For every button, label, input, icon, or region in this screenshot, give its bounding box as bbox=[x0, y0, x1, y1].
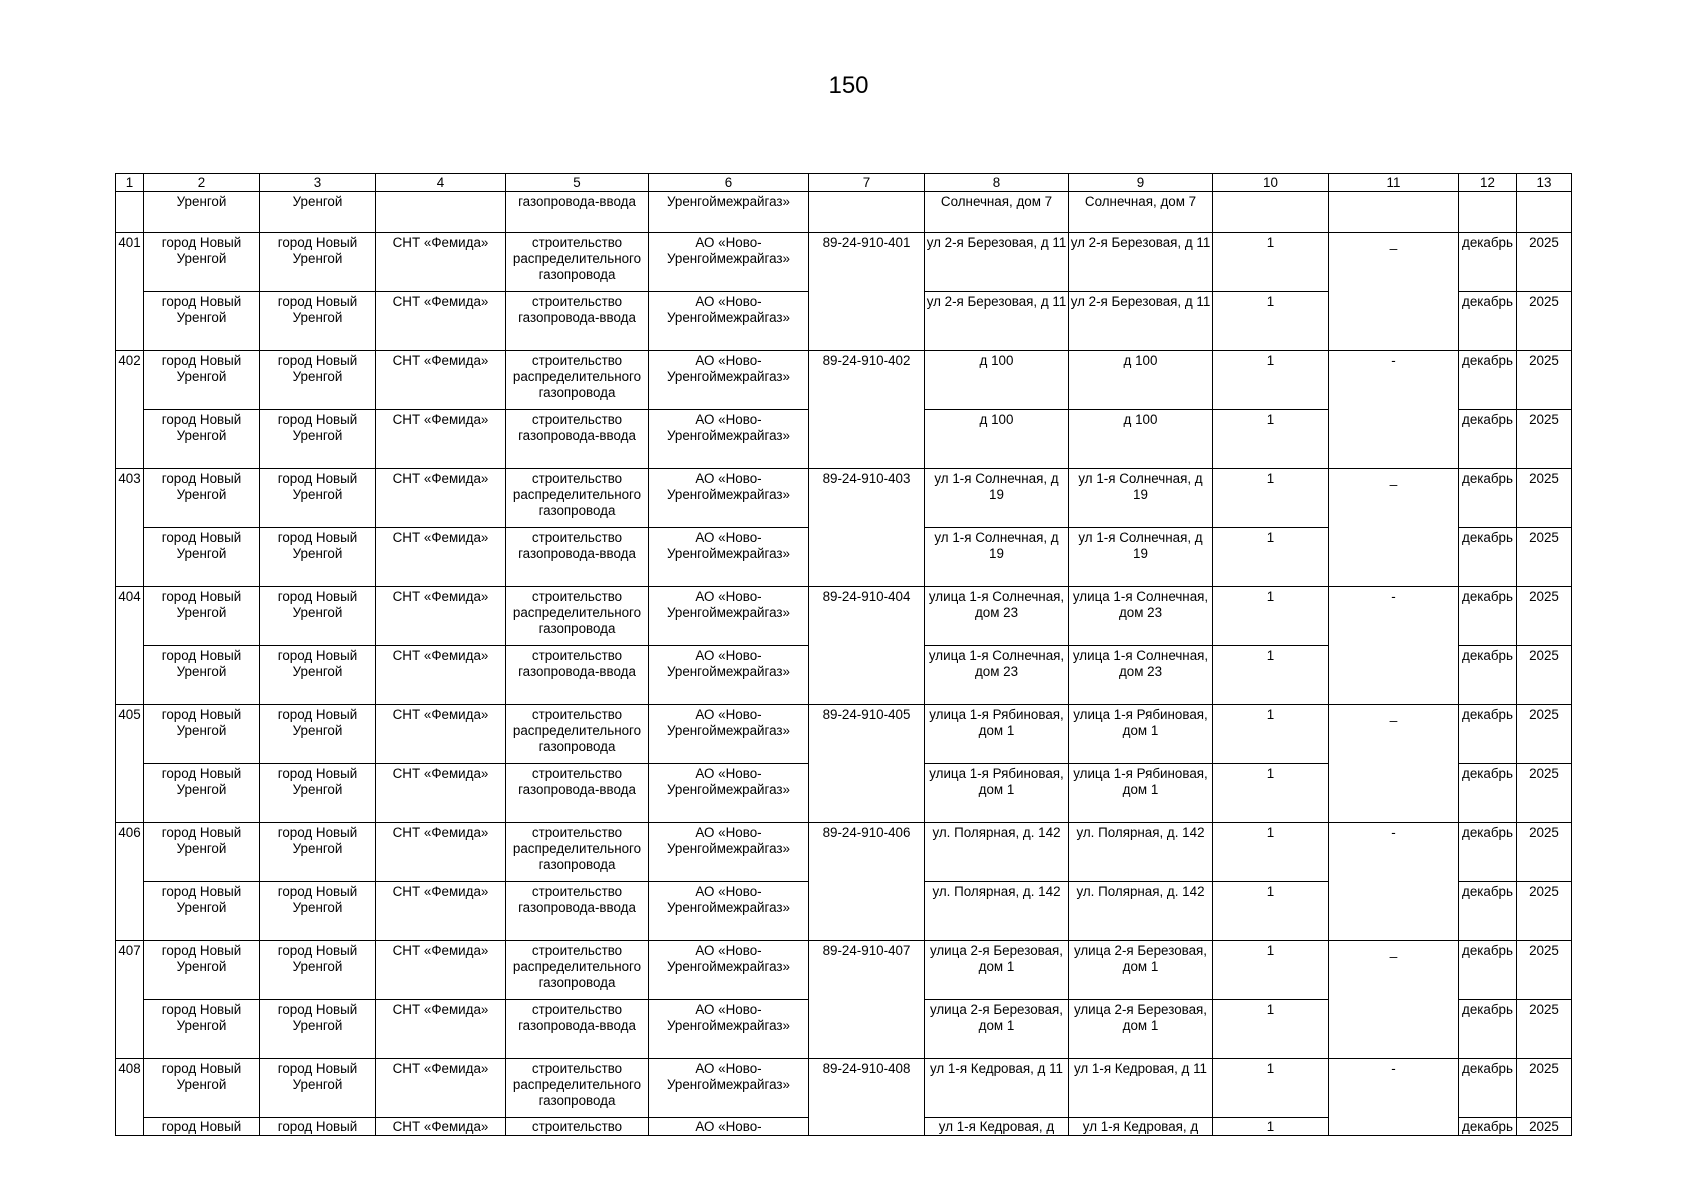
cell-year: 2025 bbox=[1517, 646, 1572, 705]
cell-address-start: улица 2-я Березовая, дом 1 bbox=[925, 941, 1069, 1000]
cell-organization: АО «Ново-Уренгоймежрайгаз» bbox=[649, 705, 809, 764]
cell-year: 2025 bbox=[1517, 587, 1572, 646]
cell-object-name: СНТ «Фемида» bbox=[376, 469, 506, 528]
cell-month: декабрь bbox=[1459, 292, 1517, 351]
cell-work-type: строительство распределительного газопровода bbox=[506, 1059, 649, 1118]
cell-num: 408 bbox=[116, 1059, 144, 1136]
cell-quantity: 1 bbox=[1213, 941, 1329, 1000]
cell-address-start: д 100 bbox=[925, 351, 1069, 410]
cell-address-end: ул 1-я Кедровая, д bbox=[1069, 1118, 1213, 1136]
cell-month: декабрь bbox=[1459, 882, 1517, 941]
table-row bbox=[116, 823, 1572, 882]
cell-address-start: улица 1-я Солнечная, дом 23 bbox=[925, 646, 1069, 705]
cell-settlement: город Новый Уренгой bbox=[260, 1000, 376, 1059]
cell-municipality: город Новый Уренгой bbox=[144, 764, 260, 823]
cell-settlement: город Новый Уренгой bbox=[260, 351, 376, 410]
cell-month: декабрь bbox=[1459, 351, 1517, 410]
column-header-6: 6 bbox=[649, 174, 809, 192]
cell-num: 405 bbox=[116, 705, 144, 823]
cell-organization: АО «Ново-Уренгоймежрайгаз» bbox=[649, 233, 809, 292]
cell-year: 2025 bbox=[1517, 882, 1572, 941]
cell-municipality: город Новый Уренгой bbox=[144, 351, 260, 410]
cell-work-type: строительство газопровода-ввода bbox=[506, 764, 649, 823]
cell-year bbox=[1517, 192, 1572, 233]
cell-num bbox=[116, 192, 144, 233]
cell-month: декабрь bbox=[1459, 764, 1517, 823]
cell-work-type: строительство газопровода-ввода bbox=[506, 410, 649, 469]
cell-col11: _ bbox=[1329, 705, 1459, 823]
table-row bbox=[116, 705, 1572, 764]
cell-address-start: улица 1-я Рябиновая, дом 1 bbox=[925, 705, 1069, 764]
cell-quantity: 1 bbox=[1213, 1118, 1329, 1136]
cell-address-end: улица 1-я Солнечная, дом 23 bbox=[1069, 587, 1213, 646]
table-row bbox=[116, 941, 1572, 1000]
cell-object-name: СНТ «Фемида» bbox=[376, 410, 506, 469]
cell-year: 2025 bbox=[1517, 1000, 1572, 1059]
cell-work-type: строительство распределительного газопровода bbox=[506, 469, 649, 528]
column-number-row bbox=[116, 174, 1572, 192]
cell-num: 402 bbox=[116, 351, 144, 469]
cell-code: 89-24-910-401 bbox=[809, 233, 925, 351]
column-header-9: 9 bbox=[1069, 174, 1213, 192]
cell-month: декабрь bbox=[1459, 528, 1517, 587]
column-header-8: 8 bbox=[925, 174, 1069, 192]
cell-work-type: строительство bbox=[506, 1118, 649, 1136]
cell-year: 2025 bbox=[1517, 1118, 1572, 1136]
cell-settlement: город Новый Уренгой bbox=[260, 528, 376, 587]
cell-address-end: улица 1-я Рябиновая, дом 1 bbox=[1069, 705, 1213, 764]
cell-settlement: город Новый Уренгой bbox=[260, 1059, 376, 1118]
cell-organization: АО «Ново-Уренгоймежрайгаз» bbox=[649, 469, 809, 528]
cell-col11: _ bbox=[1329, 469, 1459, 587]
cell-organization: АО «Ново-Уренгоймежрайгаз» bbox=[649, 1000, 809, 1059]
cell-num: 404 bbox=[116, 587, 144, 705]
cell-month: декабрь bbox=[1459, 941, 1517, 1000]
cell-work-type: газопровода-ввода bbox=[506, 192, 649, 233]
cell-quantity: 1 bbox=[1213, 1059, 1329, 1118]
cell-settlement: город Новый Уренгой bbox=[260, 823, 376, 882]
cell-address-start: д 100 bbox=[925, 410, 1069, 469]
cell-work-type: строительство распределительного газопровода bbox=[506, 705, 649, 764]
cell-address-end: улица 2-я Березовая, дом 1 bbox=[1069, 1000, 1213, 1059]
cell-address-start: ул 1-я Кедровая, д 11 bbox=[925, 1059, 1069, 1118]
cell-month: декабрь bbox=[1459, 469, 1517, 528]
cell-num: 406 bbox=[116, 823, 144, 941]
cell-settlement: город Новый Уренгой bbox=[260, 410, 376, 469]
table-body bbox=[116, 174, 1572, 1136]
cell-address-start: улица 2-я Березовая, дом 1 bbox=[925, 1000, 1069, 1059]
cell-municipality: город Новый Уренгой bbox=[144, 882, 260, 941]
cell-work-type: строительство газопровода-ввода bbox=[506, 528, 649, 587]
cell-month: декабрь bbox=[1459, 233, 1517, 292]
column-header-11: 11 bbox=[1329, 174, 1459, 192]
cell-object-name: СНТ «Фемида» bbox=[376, 351, 506, 410]
column-header-10: 10 bbox=[1213, 174, 1329, 192]
cell-year: 2025 bbox=[1517, 823, 1572, 882]
cell-year: 2025 bbox=[1517, 410, 1572, 469]
cell-quantity: 1 bbox=[1213, 351, 1329, 410]
cell-address-start: ул 2-я Березовая, д 11 bbox=[925, 233, 1069, 292]
column-header-3: 3 bbox=[260, 174, 376, 192]
cell-municipality: город Новый Уренгой bbox=[144, 941, 260, 1000]
cell-col11: - bbox=[1329, 587, 1459, 705]
cell-settlement: город Новый Уренгой bbox=[260, 469, 376, 528]
cell-object-name: СНТ «Фемида» bbox=[376, 1000, 506, 1059]
cell-address-end: ул 1-я Кедровая, д 11 bbox=[1069, 1059, 1213, 1118]
cell-settlement: город Новый Уренгой bbox=[260, 292, 376, 351]
cell-quantity: 1 bbox=[1213, 587, 1329, 646]
column-header-7: 7 bbox=[809, 174, 925, 192]
cell-quantity: 1 bbox=[1213, 764, 1329, 823]
cell-code: 89-24-910-407 bbox=[809, 941, 925, 1059]
cell-quantity: 1 bbox=[1213, 469, 1329, 528]
cell-quantity: 1 bbox=[1213, 646, 1329, 705]
cell-address-start: ул 2-я Березовая, д 11 bbox=[925, 292, 1069, 351]
cell-municipality: город Новый Уренгой bbox=[144, 233, 260, 292]
column-header-13: 13 bbox=[1517, 174, 1572, 192]
cell-col11: _ bbox=[1329, 233, 1459, 351]
cell-month: декабрь bbox=[1459, 1059, 1517, 1118]
cell-object-name: СНТ «Фемида» bbox=[376, 528, 506, 587]
cell-col11: - bbox=[1329, 1059, 1459, 1136]
cell-work-type: строительство газопровода-ввода bbox=[506, 882, 649, 941]
column-header-12: 12 bbox=[1459, 174, 1517, 192]
cell-num: 407 bbox=[116, 941, 144, 1059]
cell-num: 403 bbox=[116, 469, 144, 587]
cell-address-start: улица 1-я Солнечная, дом 23 bbox=[925, 587, 1069, 646]
cell-municipality: город Новый Уренгой bbox=[144, 646, 260, 705]
cell-year: 2025 bbox=[1517, 469, 1572, 528]
cell-month: декабрь bbox=[1459, 823, 1517, 882]
cell-settlement: город Новый Уренгой bbox=[260, 941, 376, 1000]
cell-quantity: 1 bbox=[1213, 823, 1329, 882]
column-header-4: 4 bbox=[376, 174, 506, 192]
cell-work-type: строительство распределительного газопровода bbox=[506, 351, 649, 410]
cell-address-end: д 100 bbox=[1069, 351, 1213, 410]
cell-municipality: город Новый Уренгой bbox=[144, 823, 260, 882]
cell-settlement: Уренгой bbox=[260, 192, 376, 233]
cell-address-start: Солнечная, дом 7 bbox=[925, 192, 1069, 233]
cell-object-name bbox=[376, 192, 506, 233]
table-row bbox=[116, 1059, 1572, 1118]
cell-month: декабрь bbox=[1459, 705, 1517, 764]
cell-object-name: СНТ «Фемида» bbox=[376, 1118, 506, 1136]
cell-code: 89-24-910-403 bbox=[809, 469, 925, 587]
cell-address-end: Солнечная, дом 7 bbox=[1069, 192, 1213, 233]
continuation-row bbox=[116, 192, 1572, 233]
table-row bbox=[116, 587, 1572, 646]
cell-col11: - bbox=[1329, 351, 1459, 469]
table-row bbox=[116, 233, 1572, 292]
cell-municipality: город Новый bbox=[144, 1118, 260, 1136]
cell-address-end: ул 2-я Березовая, д 11 bbox=[1069, 292, 1213, 351]
cell-object-name: СНТ «Фемида» bbox=[376, 882, 506, 941]
cell-quantity bbox=[1213, 192, 1329, 233]
cell-organization: АО «Ново-Уренгоймежрайгаз» bbox=[649, 1059, 809, 1118]
cell-object-name: СНТ «Фемида» bbox=[376, 233, 506, 292]
cell-address-start: ул 1-я Солнечная, д 19 bbox=[925, 469, 1069, 528]
cell-object-name: СНТ «Фемида» bbox=[376, 587, 506, 646]
cell-settlement: город Новый Уренгой bbox=[260, 882, 376, 941]
cell-organization: АО «Ново-Уренгоймежрайгаз» bbox=[649, 351, 809, 410]
cell-object-name: СНТ «Фемида» bbox=[376, 941, 506, 1000]
cell-quantity: 1 bbox=[1213, 410, 1329, 469]
cell-code: 89-24-910-402 bbox=[809, 351, 925, 469]
cell-settlement: город Новый Уренгой bbox=[260, 587, 376, 646]
cell-year: 2025 bbox=[1517, 292, 1572, 351]
cell-col11: - bbox=[1329, 823, 1459, 941]
cell-quantity: 1 bbox=[1213, 1000, 1329, 1059]
cell-month bbox=[1459, 192, 1517, 233]
cell-object-name: СНТ «Фемида» bbox=[376, 823, 506, 882]
cell-code bbox=[809, 192, 925, 233]
page-number: 150 bbox=[828, 72, 869, 99]
cell-quantity: 1 bbox=[1213, 528, 1329, 587]
cell-year: 2025 bbox=[1517, 351, 1572, 410]
cell-work-type: строительство газопровода-ввода bbox=[506, 1000, 649, 1059]
cell-municipality: город Новый Уренгой bbox=[144, 469, 260, 528]
cell-organization: АО «Ново-Уренгоймежрайгаз» bbox=[649, 941, 809, 1000]
cell-col11: _ bbox=[1329, 941, 1459, 1059]
cell-object-name: СНТ «Фемида» bbox=[376, 646, 506, 705]
column-header-2: 2 bbox=[144, 174, 260, 192]
cell-address-start: улица 1-я Рябиновая, дом 1 bbox=[925, 764, 1069, 823]
cell-municipality: город Новый Уренгой bbox=[144, 528, 260, 587]
cell-address-start: ул 1-я Кедровая, д bbox=[925, 1118, 1069, 1136]
cell-work-type: строительство распределительного газопровода bbox=[506, 233, 649, 292]
cell-address-end: улица 1-я Солнечная, дом 23 bbox=[1069, 646, 1213, 705]
cell-year: 2025 bbox=[1517, 941, 1572, 1000]
cell-organization: АО «Ново- bbox=[649, 1118, 809, 1136]
cell-code: 89-24-910-406 bbox=[809, 823, 925, 941]
cell-municipality: Уренгой bbox=[144, 192, 260, 233]
cell-municipality: город Новый Уренгой bbox=[144, 705, 260, 764]
cell-address-start: ул 1-я Солнечная, д 19 bbox=[925, 528, 1069, 587]
cell-organization: АО «Ново-Уренгоймежрайгаз» bbox=[649, 882, 809, 941]
cell-address-start: ул. Полярная, д. 142 bbox=[925, 882, 1069, 941]
cell-object-name: СНТ «Фемида» bbox=[376, 705, 506, 764]
cell-code: 89-24-910-408 bbox=[809, 1059, 925, 1136]
cell-object-name: СНТ «Фемида» bbox=[376, 1059, 506, 1118]
cell-organization: АО «Ново-Уренгоймежрайгаз» bbox=[649, 646, 809, 705]
cell-organization: Уренгоймежрайгаз» bbox=[649, 192, 809, 233]
cell-settlement: город Новый bbox=[260, 1118, 376, 1136]
cell-quantity: 1 bbox=[1213, 705, 1329, 764]
cell-organization: АО «Ново-Уренгоймежрайгаз» bbox=[649, 764, 809, 823]
cell-municipality: город Новый Уренгой bbox=[144, 587, 260, 646]
cell-organization: АО «Ново-Уренгоймежрайгаз» bbox=[649, 410, 809, 469]
cell-year: 2025 bbox=[1517, 528, 1572, 587]
cell-settlement: город Новый Уренгой bbox=[260, 705, 376, 764]
cell-address-end: улица 1-я Рябиновая, дом 1 bbox=[1069, 764, 1213, 823]
cell-code: 89-24-910-405 bbox=[809, 705, 925, 823]
cell-address-end: ул. Полярная, д. 142 bbox=[1069, 823, 1213, 882]
cell-quantity: 1 bbox=[1213, 882, 1329, 941]
cell-municipality: город Новый Уренгой bbox=[144, 1059, 260, 1118]
cell-month: декабрь bbox=[1459, 410, 1517, 469]
cell-settlement: город Новый Уренгой bbox=[260, 646, 376, 705]
cell-settlement: город Новый Уренгой bbox=[260, 764, 376, 823]
cell-settlement: город Новый Уренгой bbox=[260, 233, 376, 292]
cell-address-end: улица 2-я Березовая, дом 1 bbox=[1069, 941, 1213, 1000]
registry-table bbox=[115, 173, 1572, 1136]
cell-address-end: д 100 bbox=[1069, 410, 1213, 469]
cell-col11 bbox=[1329, 192, 1459, 233]
cell-month: декабрь bbox=[1459, 1118, 1517, 1136]
column-header-5: 5 bbox=[506, 174, 649, 192]
cell-year: 2025 bbox=[1517, 1059, 1572, 1118]
cell-organization: АО «Ново-Уренгоймежрайгаз» bbox=[649, 587, 809, 646]
cell-month: декабрь bbox=[1459, 587, 1517, 646]
cell-municipality: город Новый Уренгой bbox=[144, 292, 260, 351]
cell-year: 2025 bbox=[1517, 233, 1572, 292]
cell-municipality: город Новый Уренгой bbox=[144, 410, 260, 469]
cell-work-type: строительство газопровода-ввода bbox=[506, 292, 649, 351]
cell-quantity: 1 bbox=[1213, 233, 1329, 292]
cell-year: 2025 bbox=[1517, 764, 1572, 823]
cell-organization: АО «Ново-Уренгоймежрайгаз» bbox=[649, 528, 809, 587]
cell-work-type: строительство распределительного газопровода bbox=[506, 587, 649, 646]
cell-organization: АО «Ново-Уренгоймежрайгаз» bbox=[649, 292, 809, 351]
cell-work-type: строительство распределительного газопровода bbox=[506, 941, 649, 1000]
table-row bbox=[116, 469, 1572, 528]
cell-month: декабрь bbox=[1459, 646, 1517, 705]
cell-municipality: город Новый Уренгой bbox=[144, 1000, 260, 1059]
cell-address-end: ул 1-я Солнечная, д 19 bbox=[1069, 469, 1213, 528]
cell-object-name: СНТ «Фемида» bbox=[376, 292, 506, 351]
cell-organization: АО «Ново-Уренгоймежрайгаз» bbox=[649, 823, 809, 882]
cell-code: 89-24-910-404 bbox=[809, 587, 925, 705]
cell-num: 401 bbox=[116, 233, 144, 351]
cell-work-type: строительство распределительного газопровода bbox=[506, 823, 649, 882]
cell-work-type: строительство газопровода-ввода bbox=[506, 646, 649, 705]
cell-year: 2025 bbox=[1517, 705, 1572, 764]
column-header-1: 1 bbox=[116, 174, 144, 192]
cell-object-name: СНТ «Фемида» bbox=[376, 764, 506, 823]
cell-address-end: ул 1-я Солнечная, д 19 bbox=[1069, 528, 1213, 587]
cell-address-end: ул 2-я Березовая, д 11 bbox=[1069, 233, 1213, 292]
cell-address-end: ул. Полярная, д. 142 bbox=[1069, 882, 1213, 941]
cell-address-start: ул. Полярная, д. 142 bbox=[925, 823, 1069, 882]
table-row bbox=[116, 351, 1572, 410]
cell-quantity: 1 bbox=[1213, 292, 1329, 351]
cell-month: декабрь bbox=[1459, 1000, 1517, 1059]
